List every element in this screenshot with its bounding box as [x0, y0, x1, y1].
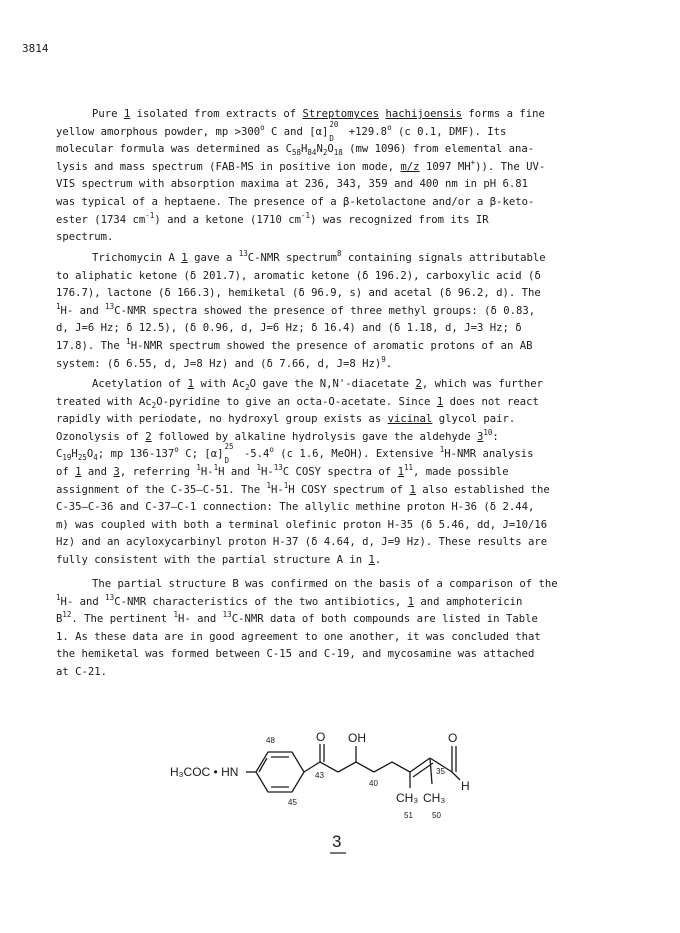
text-line: at C-21.	[56, 665, 108, 678]
text-line: 17.8). The $^1$H-NMR spectrum showed the presence of aromatic protons of an AB	[56, 336, 533, 352]
carbon-number-45: 45	[288, 798, 297, 807]
paragraph-2	[56, 250, 628, 373]
methyl-51-label: CH₃	[396, 791, 419, 805]
text-line: of 1 and 3, referring $^1$H-$^1$H and $^1$H-$^{13}$C COSY spectra of $1^{11}$, made possible	[56, 462, 509, 478]
text-line: fully consistent with the partial structure A in 1.	[56, 553, 382, 566]
text-line: $^1$H- and $^{13}$C-NMR spectra showed the presence of three methyl groups: (δ 0.83,	[56, 301, 536, 317]
text-line: Acetylation of 1 with $Ac_2O$ gave the N,N'-diacetate 2, which was further	[92, 378, 544, 392]
methyl-50-label: CH₃	[423, 791, 446, 805]
text-line: the hemiketal was formed between C-15 and C-19, and mycosamine was attached	[56, 648, 535, 661]
text-line: C-35—C-36 and C-37—C-1 connection: The allylic methine proton H-36 (δ 2.44,	[56, 501, 535, 514]
aldehyde-oxygen-label: O	[448, 731, 458, 745]
carbon-number-48: 48	[266, 736, 275, 745]
acetamido-group-label: H₃COC • HN	[170, 765, 239, 779]
carbon-number-35: 35	[436, 767, 445, 776]
text-line: Ozonolysis of 2 followed by alkaline hydrolysis gave the aldehyde $3^{10}$:	[56, 427, 499, 443]
carbon-number-50: 50	[432, 811, 441, 820]
chemical-structure	[170, 728, 510, 858]
text-line: rapidly with periodate, no hydroxyl group exists as vicinal glycol pair.	[56, 413, 516, 426]
text-line: VIS spectrum with absorption maxima at 236, 343, 359 and 400 nm in pH 6.81	[56, 178, 528, 191]
text-line: lysis and mass spectrum (FAB-MS in positive ion mode, m/z 1097 MH+)). The UV-	[56, 157, 546, 173]
carbon-number-43: 43	[315, 771, 324, 780]
text-line: Hz) and an acyloxycarbinyl proton H-37 (δ 4.64, d, J=9 Hz). These results are	[56, 536, 548, 549]
carbon-number-51: 51	[404, 811, 413, 820]
text-line: to aliphatic ketone (δ 201.7), aromatic ketone (δ 196.2), carboxylic acid (δ	[56, 269, 541, 282]
text-line: ester (1734 $cm^{-1}$) and a ketone (1710 $cm^{-1}$) was recognized from its IR	[56, 210, 489, 226]
text-line: d, J=6 Hz; δ 12.5), (δ 0.96, d, J=6 Hz; δ 16.4) and (δ 1.18, d, J=3 Hz; δ	[56, 322, 522, 335]
paragraph-4	[56, 576, 628, 682]
paragraph-1	[56, 106, 628, 247]
text-line: assignment of the C-35—C-51. The $^1$H-$^1$H COSY spectrum of 1 also established the	[56, 480, 550, 496]
text-line: $B^{12}$. The pertinent $^1$H- and $^{13}$C-NMR data of both compounds are listed in Table	[56, 610, 538, 626]
text-line: treated with $Ac_2O$-pyridine to give an octa-O-acetate. Since 1 does not react	[56, 395, 539, 410]
page-number: 3814	[22, 42, 49, 55]
paragraph-3	[56, 376, 628, 570]
hydroxyl-label: OH	[348, 731, 366, 745]
carbon-number-40: 40	[369, 779, 378, 788]
compound-number-label: 3	[332, 832, 342, 851]
text-line: 176.7), lactone (δ 166.3), hemiketal (δ 96.9, s) and acetal (δ 96.2, d). The	[56, 287, 541, 300]
text-line: spectrum.	[56, 231, 114, 244]
text-line: yellow amorphous powder, mp $>300^o$ C and [α] 20 D $+129.8^o$ (c 0.1, DMF). Its	[56, 119, 507, 143]
ketone-oxygen-label: O	[316, 730, 326, 744]
text-line: m) was coupled with both a terminal olefinic proton H-35 (δ 5.46, dd, J=10/16	[56, 518, 548, 531]
text-line: Pure 1 isolated from extracts of Streptomyces hachijoensis forms a fine	[92, 108, 545, 120]
text-line: Trichomycin A 1 gave a $^{13}$C-NMR spectrum$^8$ containing signals attributable	[92, 249, 546, 264]
text-line: was typical of a heptaene. The presence of a β-ketolactone and/or a β-keto-	[56, 195, 535, 208]
structure-bonds	[246, 744, 460, 792]
text-line: molecular formula was determined as $C_{58}H_{84}N_2O_{18}$ (mw 1096) from elemental ana-	[56, 143, 535, 158]
text-line: 1. As these data are in good agreement to one another, it was concluded that	[56, 630, 541, 643]
aldehyde-hydrogen-label: H	[461, 779, 470, 793]
text-line: $C_{19}H_{25}O_4$; mp 136-137$^o$ C; [α] 25 D -5.4$^o$ (c 1.6, MeOH). Extensive $^1$H-NMR analysis	[56, 442, 534, 466]
text-line: $^1$H- and $^{13}$C-NMR characteristics of the two antibiotics, 1 and amphotericin	[56, 592, 523, 608]
text-line: The partial structure B was confirmed on the basis of a comparison of the	[92, 578, 558, 590]
text-line: system: (δ 6.55, d, J=8 Hz) and (δ 7.66, d, J=8 Hz)$^9$.	[56, 354, 393, 370]
